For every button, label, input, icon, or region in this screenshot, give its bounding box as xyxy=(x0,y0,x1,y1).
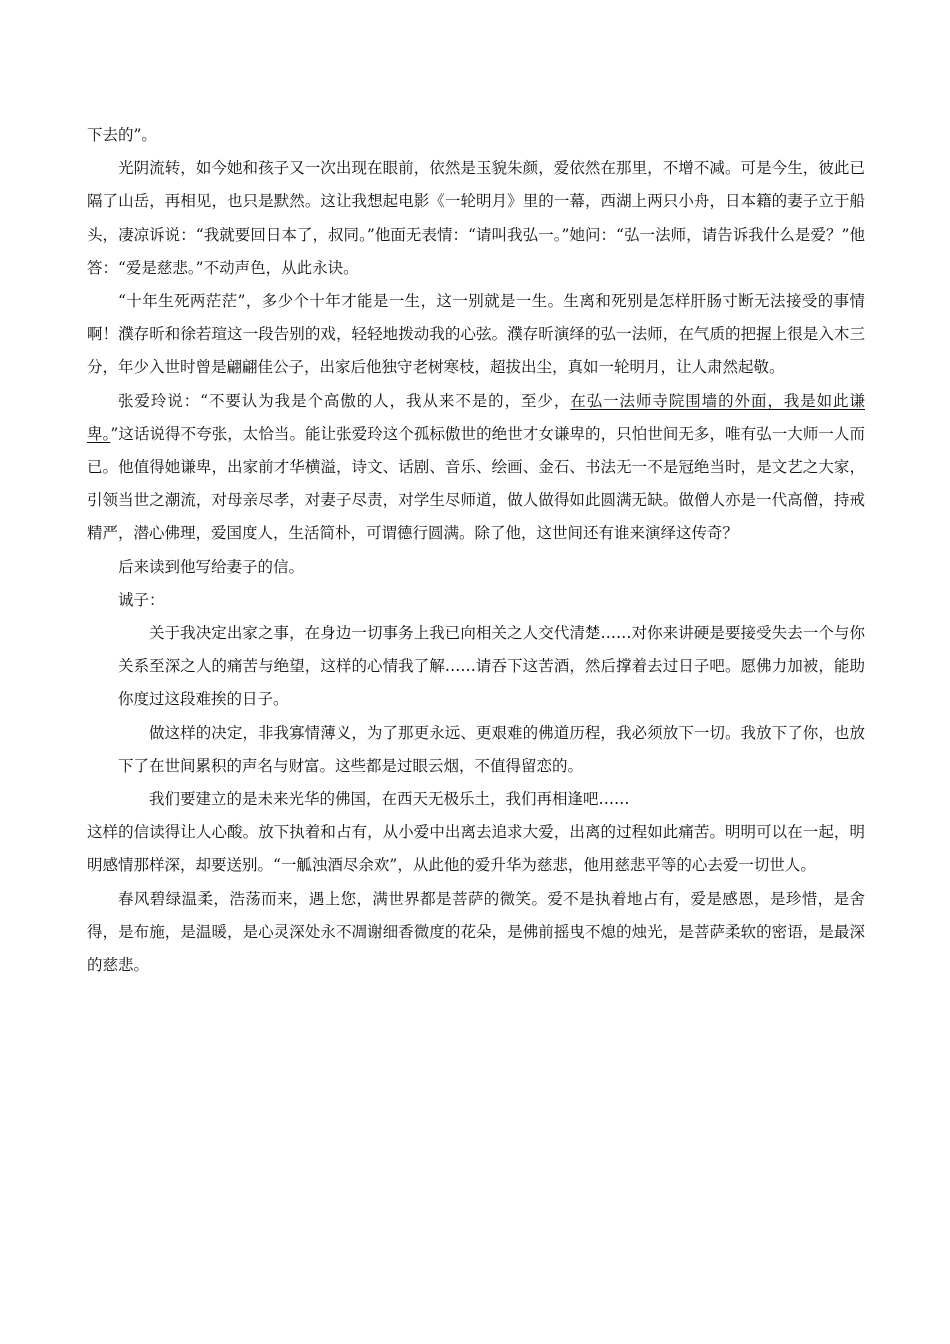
letter-salutation: 诚子： xyxy=(118,590,165,609)
underlined-quote: 在弘一法师寺院围墙的外面，我是如此谦卑。 xyxy=(87,391,865,443)
document-body xyxy=(87,119,865,982)
letter-block xyxy=(87,617,865,816)
letter-intro: 后来读到他写给妻子的信。 xyxy=(118,557,305,576)
continued-line: 下去的”。 xyxy=(87,126,157,144)
paragraph-zhang-ailing xyxy=(87,385,865,551)
letter-paragraph: 我们要建立的是未来光华的佛国，在西天无极乐土，我们再相逢吧…… xyxy=(149,790,630,809)
paragraph-final: 春风碧绿温柔，浩荡而来，遇上您，满世界都是菩萨的微笑。爱不是执着地占有，爱是感恩，是珍惜，是舍得，是布施，是温暖，是心灵深处永不凋谢细香微度的花朵，是佛前摇曳不熄的烛光，是菩萨柔软的密语，是最深的慈悲。 xyxy=(87,889,865,975)
letter-paragraph: 关于我决定出家之事，在身边一切事务上我已向相关之人交代清楚……对你来讲硬是要接受失去一个与你关系至深之人的痛苦与绝望，这样的心情我了解……请吞下这苦酒，然后撑着去过日子吧。愿佛力加被，能助你度过这段难挨的日子。 xyxy=(118,624,865,709)
zhang-quote-start: 张爱玲说：“不要认为我是个高傲的人，我从来不是的，至少， xyxy=(118,391,571,410)
paragraph-after-letter: 这样的信读得让人心酸。放下执着和占有，从小爱中出离去追求大爱，出离的过程如此痛苦。明明可以在一起，明明感情那样深，却要送别。“一觚浊酒尽余欢”，从此他的爱升华为慈悲，他用慈悲平等的心去爱一切世人。 xyxy=(87,823,865,875)
zhang-quote-rest: ”这话说得不夸张，太恰当。能让张爱玲这个孤标傲世的绝世才女谦卑的，只怕世间无多，唯有弘一大师一人而已。他值得她谦卑，出家前才华横溢，诗文、话剧、音乐、绘画、金石、书法无一不是冠绝当时，是文艺之大家，引领当世之潮流，对母亲尽孝，对妻子尽责，对学生尽师道，做人做得如此圆满无缺。做僧人亦是一代高僧，持戒精严，潜心佛理，爱国度人，生活简朴，可谓德行圆满。除了他，这世间还有谁来演绎这传奇？ xyxy=(87,424,865,543)
paragraph-parting: “十年生死两茫茫”，多少个十年才能是一生，这一别就是一生。生离和死别是怎样肝肠寸断无法接受的事情啊！濮存昕和徐若瑄这一段告别的戏，轻轻地拨动我的心弦。濮存昕演绎的弘一法师，在气质的把握上很是入木三分，年少入世时曾是翩翩佳公子，出家后他独守老树寒枝，超拔出尘，真如一轮明月，让人肃然起敬。 xyxy=(87,292,865,377)
paragraph-memory: 光阴流转，如今她和孩子又一次出现在眼前，依然是玉貌朱颜，爱依然在那里，不增不减。可是今生，彼此已隔了山岳，再相见，也只是默然。这让我想起电影《一轮明月》里的一幕，西湖上两只小舟，日本籍的妻子立于船头，凄凉诉说：“我就要回日本了，叔同。”他面无表情：“请叫我弘一。”她问：“弘一法师，请告诉我什么是爱？”他答：“爱是慈悲。”不动声色，从此永诀。 xyxy=(87,159,865,277)
letter-paragraph: 做这样的决定，非我寡情薄义，为了那更永远、更艰难的佛道历程，我必须放下一切。我放下了你，也放下了在世间累积的声名与财富。这些都是过眼云烟，不值得留恋的。 xyxy=(118,723,865,775)
